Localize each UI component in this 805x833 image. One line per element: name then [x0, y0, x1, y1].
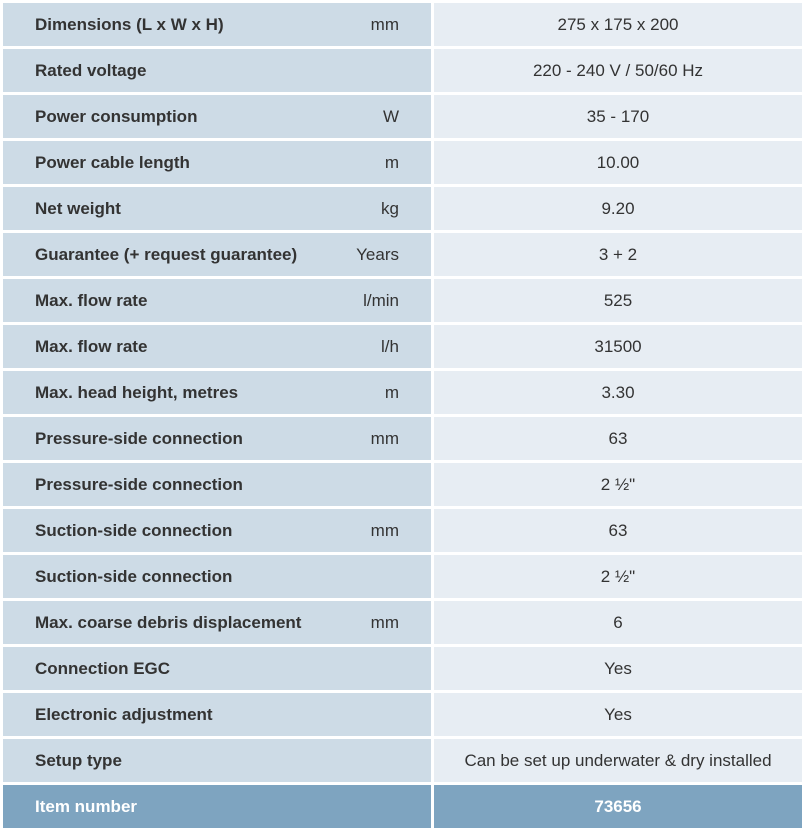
spec-unit: mm — [370, 612, 399, 632]
spec-label: Electronic adjustment — [35, 704, 213, 724]
spec-value-cell — [434, 187, 802, 230]
spec-value: Yes — [604, 658, 632, 678]
spec-label-cell — [3, 509, 431, 552]
item-number-label-cell — [3, 785, 431, 828]
spec-value-cell — [434, 509, 802, 552]
spec-label: Max. coarse debris displacement — [35, 612, 302, 632]
spec-label-cell — [3, 739, 431, 782]
spec-label-cell — [3, 555, 431, 598]
spec-value: 9.20 — [601, 198, 635, 218]
spec-value: 525 — [603, 290, 633, 310]
spec-label: Rated voltage — [35, 60, 147, 80]
spec-label-cell — [3, 693, 431, 736]
spec-value-cell — [434, 141, 802, 184]
spec-value: Can be set up underwater & dry installed — [464, 750, 772, 770]
spec-label: Net weight — [35, 198, 121, 218]
spec-table — [3, 3, 802, 828]
spec-value-cell — [434, 463, 802, 506]
spec-value-cell — [434, 325, 802, 368]
spec-label: Dimensions (L x W x H) — [35, 14, 224, 34]
spec-label-cell — [3, 279, 431, 322]
spec-row — [3, 371, 802, 414]
spec-unit: mm — [370, 520, 399, 540]
spec-label-cell — [3, 3, 431, 46]
item-number-value: 73656 — [594, 796, 642, 816]
spec-label: Guarantee (+ request guarantee) — [35, 244, 298, 264]
spec-label-cell — [3, 141, 431, 184]
spec-unit: m — [384, 382, 399, 402]
spec-row — [3, 279, 802, 322]
spec-row — [3, 233, 802, 276]
spec-value-cell — [434, 279, 802, 322]
spec-label-cell — [3, 187, 431, 230]
spec-row — [3, 49, 802, 92]
spec-label: Max. flow rate — [35, 290, 148, 310]
item-number-value-cell — [434, 785, 802, 828]
spec-value: Yes — [604, 704, 632, 724]
spec-row — [3, 187, 802, 230]
spec-label-cell — [3, 463, 431, 506]
spec-value-cell — [434, 49, 802, 92]
spec-label: Pressure-side connection — [35, 474, 243, 494]
spec-label: Connection EGC — [35, 658, 171, 678]
spec-value-cell — [434, 371, 802, 414]
spec-value-cell — [434, 601, 802, 644]
spec-value-cell — [434, 3, 802, 46]
spec-value-cell — [434, 417, 802, 460]
spec-value: 10.00 — [596, 152, 640, 172]
spec-value: 35 - 170 — [586, 106, 650, 126]
item-number-label: Item number — [35, 796, 138, 816]
spec-value: 275 x 175 x 200 — [557, 14, 679, 34]
spec-label: Max. flow rate — [35, 336, 148, 356]
spec-row — [3, 601, 802, 644]
spec-row — [3, 325, 802, 368]
spec-unit: mm — [370, 14, 399, 34]
spec-label: Suction-side connection — [35, 566, 233, 586]
spec-value-cell — [434, 233, 802, 276]
spec-row — [3, 417, 802, 460]
spec-unit: W — [382, 106, 399, 126]
spec-value: 3 + 2 — [598, 244, 638, 264]
spec-value: 63 — [608, 428, 628, 448]
spec-value-cell — [434, 693, 802, 736]
spec-value: 31500 — [594, 336, 642, 356]
spec-value: 3.30 — [601, 382, 635, 402]
spec-label-cell — [3, 371, 431, 414]
spec-row — [3, 509, 802, 552]
spec-value-cell — [434, 555, 802, 598]
spec-value: 220 - 240 V / 50/60 Hz — [532, 60, 704, 80]
spec-label-cell — [3, 325, 431, 368]
spec-label: Max. head height, metres — [35, 382, 239, 402]
spec-row — [3, 739, 802, 782]
spec-value: 63 — [608, 520, 628, 540]
spec-unit: l/min — [363, 290, 399, 310]
spec-label: Power consumption — [35, 106, 198, 126]
spec-label-cell — [3, 49, 431, 92]
spec-unit: kg — [381, 198, 399, 218]
spec-row — [3, 3, 802, 46]
spec-value-cell — [434, 647, 802, 690]
spec-label-cell — [3, 601, 431, 644]
spec-label: Pressure-side connection — [35, 428, 243, 448]
spec-value-cell — [434, 739, 802, 782]
spec-row — [3, 693, 802, 736]
spec-value: 2 ½" — [600, 566, 636, 586]
spec-unit: m — [384, 152, 399, 172]
item-number-row — [3, 785, 802, 828]
spec-value-cell — [434, 95, 802, 138]
spec-value: 6 — [613, 612, 623, 632]
spec-unit: mm — [370, 428, 399, 448]
spec-label: Suction-side connection — [35, 520, 233, 540]
spec-unit: l/h — [381, 336, 399, 356]
spec-label-cell — [3, 647, 431, 690]
spec-label-cell — [3, 417, 431, 460]
spec-label-cell — [3, 233, 431, 276]
spec-row — [3, 647, 802, 690]
spec-row — [3, 141, 802, 184]
spec-row — [3, 555, 802, 598]
spec-value: 2 ½" — [600, 474, 636, 494]
spec-unit: Years — [356, 244, 399, 264]
spec-label-cell — [3, 95, 431, 138]
spec-row — [3, 463, 802, 506]
spec-label: Setup type — [35, 750, 122, 770]
spec-label: Power cable length — [35, 152, 190, 172]
spec-row — [3, 95, 802, 138]
